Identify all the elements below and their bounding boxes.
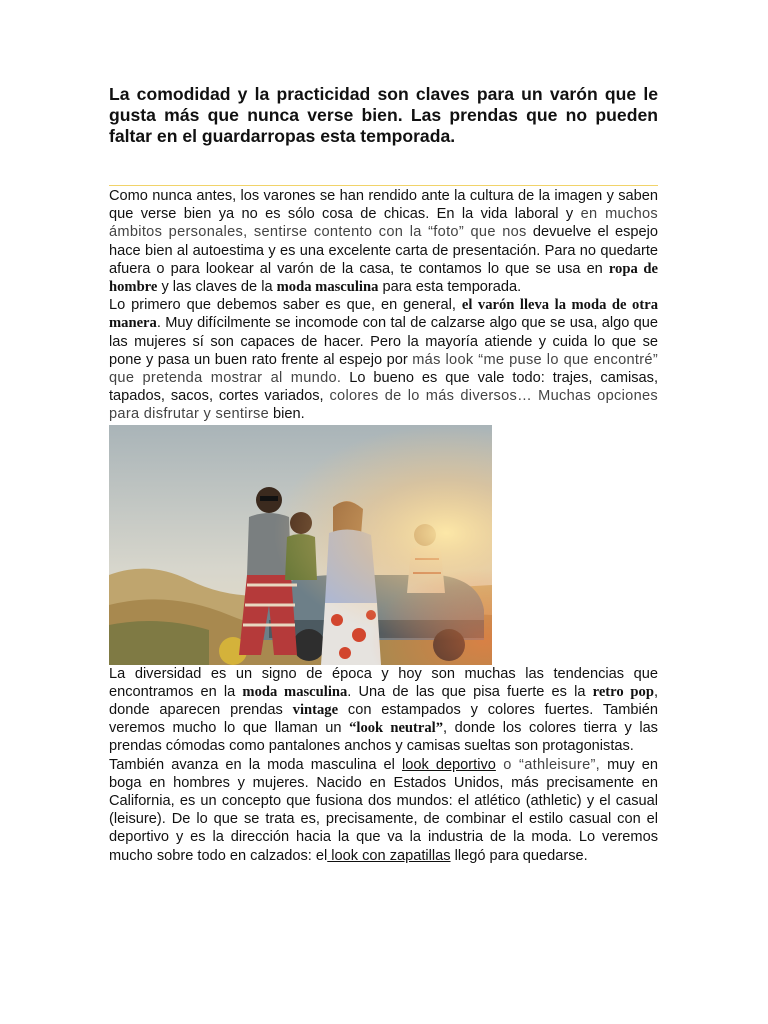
p2-text-c: . Muy difícilmente se incomode con tal de calzarse algo que se usa, algo que las mujeres sí son capaces de hacer. Pero la mayoría atiende y cuida lo que se pone y pasa un buen rato frente al espejo por (109, 315, 658, 368)
p4-text-a: También avanza en la moda masculina el (109, 756, 402, 773)
fashion-group-photo (109, 425, 492, 665)
p2-text-g: bien. (269, 406, 305, 423)
p1-text-e: y las claves de la (157, 279, 277, 296)
paragraph-3 (109, 665, 658, 756)
paragraph-2 (109, 296, 658, 423)
p3-bold-moda-masculina: moda masculina (242, 683, 348, 700)
p2-text-d: más look “me puse lo que encontré” que pretenda mostrar al mundo. (109, 351, 658, 387)
p1-bold-moda-masculina: moda masculina (276, 279, 379, 296)
p1-text-g: para esta temporada. (378, 279, 522, 296)
p3-text-c: . Una de las que pisa fuerte es la (347, 683, 593, 700)
p2-bold-phrase: el varón lleva la moda de otra manera (109, 297, 658, 332)
paragraph-1 (109, 187, 658, 296)
p2-text-f: colores de lo más diversos… Muchas opciones para disfrutar y sentirse (109, 388, 658, 423)
p3-text-a: La diversidad es un signo de época y hoy son muchas las tendencias que encontramos en la (109, 665, 658, 700)
p4-text-c: muy en boga en hombres y mujeres. Nacido en Estados Unidos, más precisamente en California, es un concepto que fusiona dos mundos: el atlético (athletic) y el casual (leisure). De lo que se trata es, precisamente, de combinar el estilo casual con el deportivo y es la dirección hacia la que va la industria de la moda. Lo veremos mucho sobre todo en calzados: el (109, 756, 658, 864)
article (109, 84, 658, 865)
p2-text-e: Lo bueno es que vale todo: trajes, camisas, tapados, sacos, cortes variados, (109, 370, 658, 405)
p4-text-b: o “athleisure”, (495, 756, 601, 773)
p3-text-e: , donde aparecen prendas (109, 683, 659, 719)
p1-text-b: en muchos ámbitos personales, sentirse contento con la “foto” que nos (109, 206, 658, 241)
p3-bold-vintage: vintage (292, 702, 339, 719)
p3-bold-look-neutral: “look neutral” (349, 720, 444, 737)
look-deportivo-link[interactable]: look deportivo (401, 756, 496, 773)
p1-text-a: Como nunca antes, los varones se han rendido ante la cultura de la imagen y saben que verse bien ya no es sólo cosa de chicas. En la vida laboral y (109, 188, 658, 223)
p3-text-i: , donde los colores tierra y las prendas cómodas como pantalones anchos y camisas sueltas son protagonistas. (109, 720, 658, 755)
p3-text-g: con estampados y colores fuertes. También veremos mucho lo que llaman un (109, 702, 658, 737)
look-con-zapatillas-link[interactable]: look con zapatillas (327, 847, 451, 864)
divider-line (109, 185, 658, 186)
p3-bold-retro-pop: retro pop (592, 683, 654, 700)
p4-text-d: llegó para quedarse. (450, 847, 588, 864)
p1-text-c: devuelve el espejo hace bien al autoestima y es una excelente carta de presentación. Para no quedarte afuera o para lookear al varón de la casa, te contamos lo que se usa en (109, 224, 658, 277)
article-headline: La comodidad y la practicidad son claves para un varón que le gusta más que nunca verse bien. Las prendas que no pueden faltar en el guardarropas esta temporada. (109, 84, 658, 146)
paragraph-4 (109, 756, 658, 865)
p2-text-a: Lo primero que debemos saber es que, en general, (109, 297, 462, 314)
p1-bold-ropa-de-hombre: ropa de hombre (109, 260, 658, 296)
